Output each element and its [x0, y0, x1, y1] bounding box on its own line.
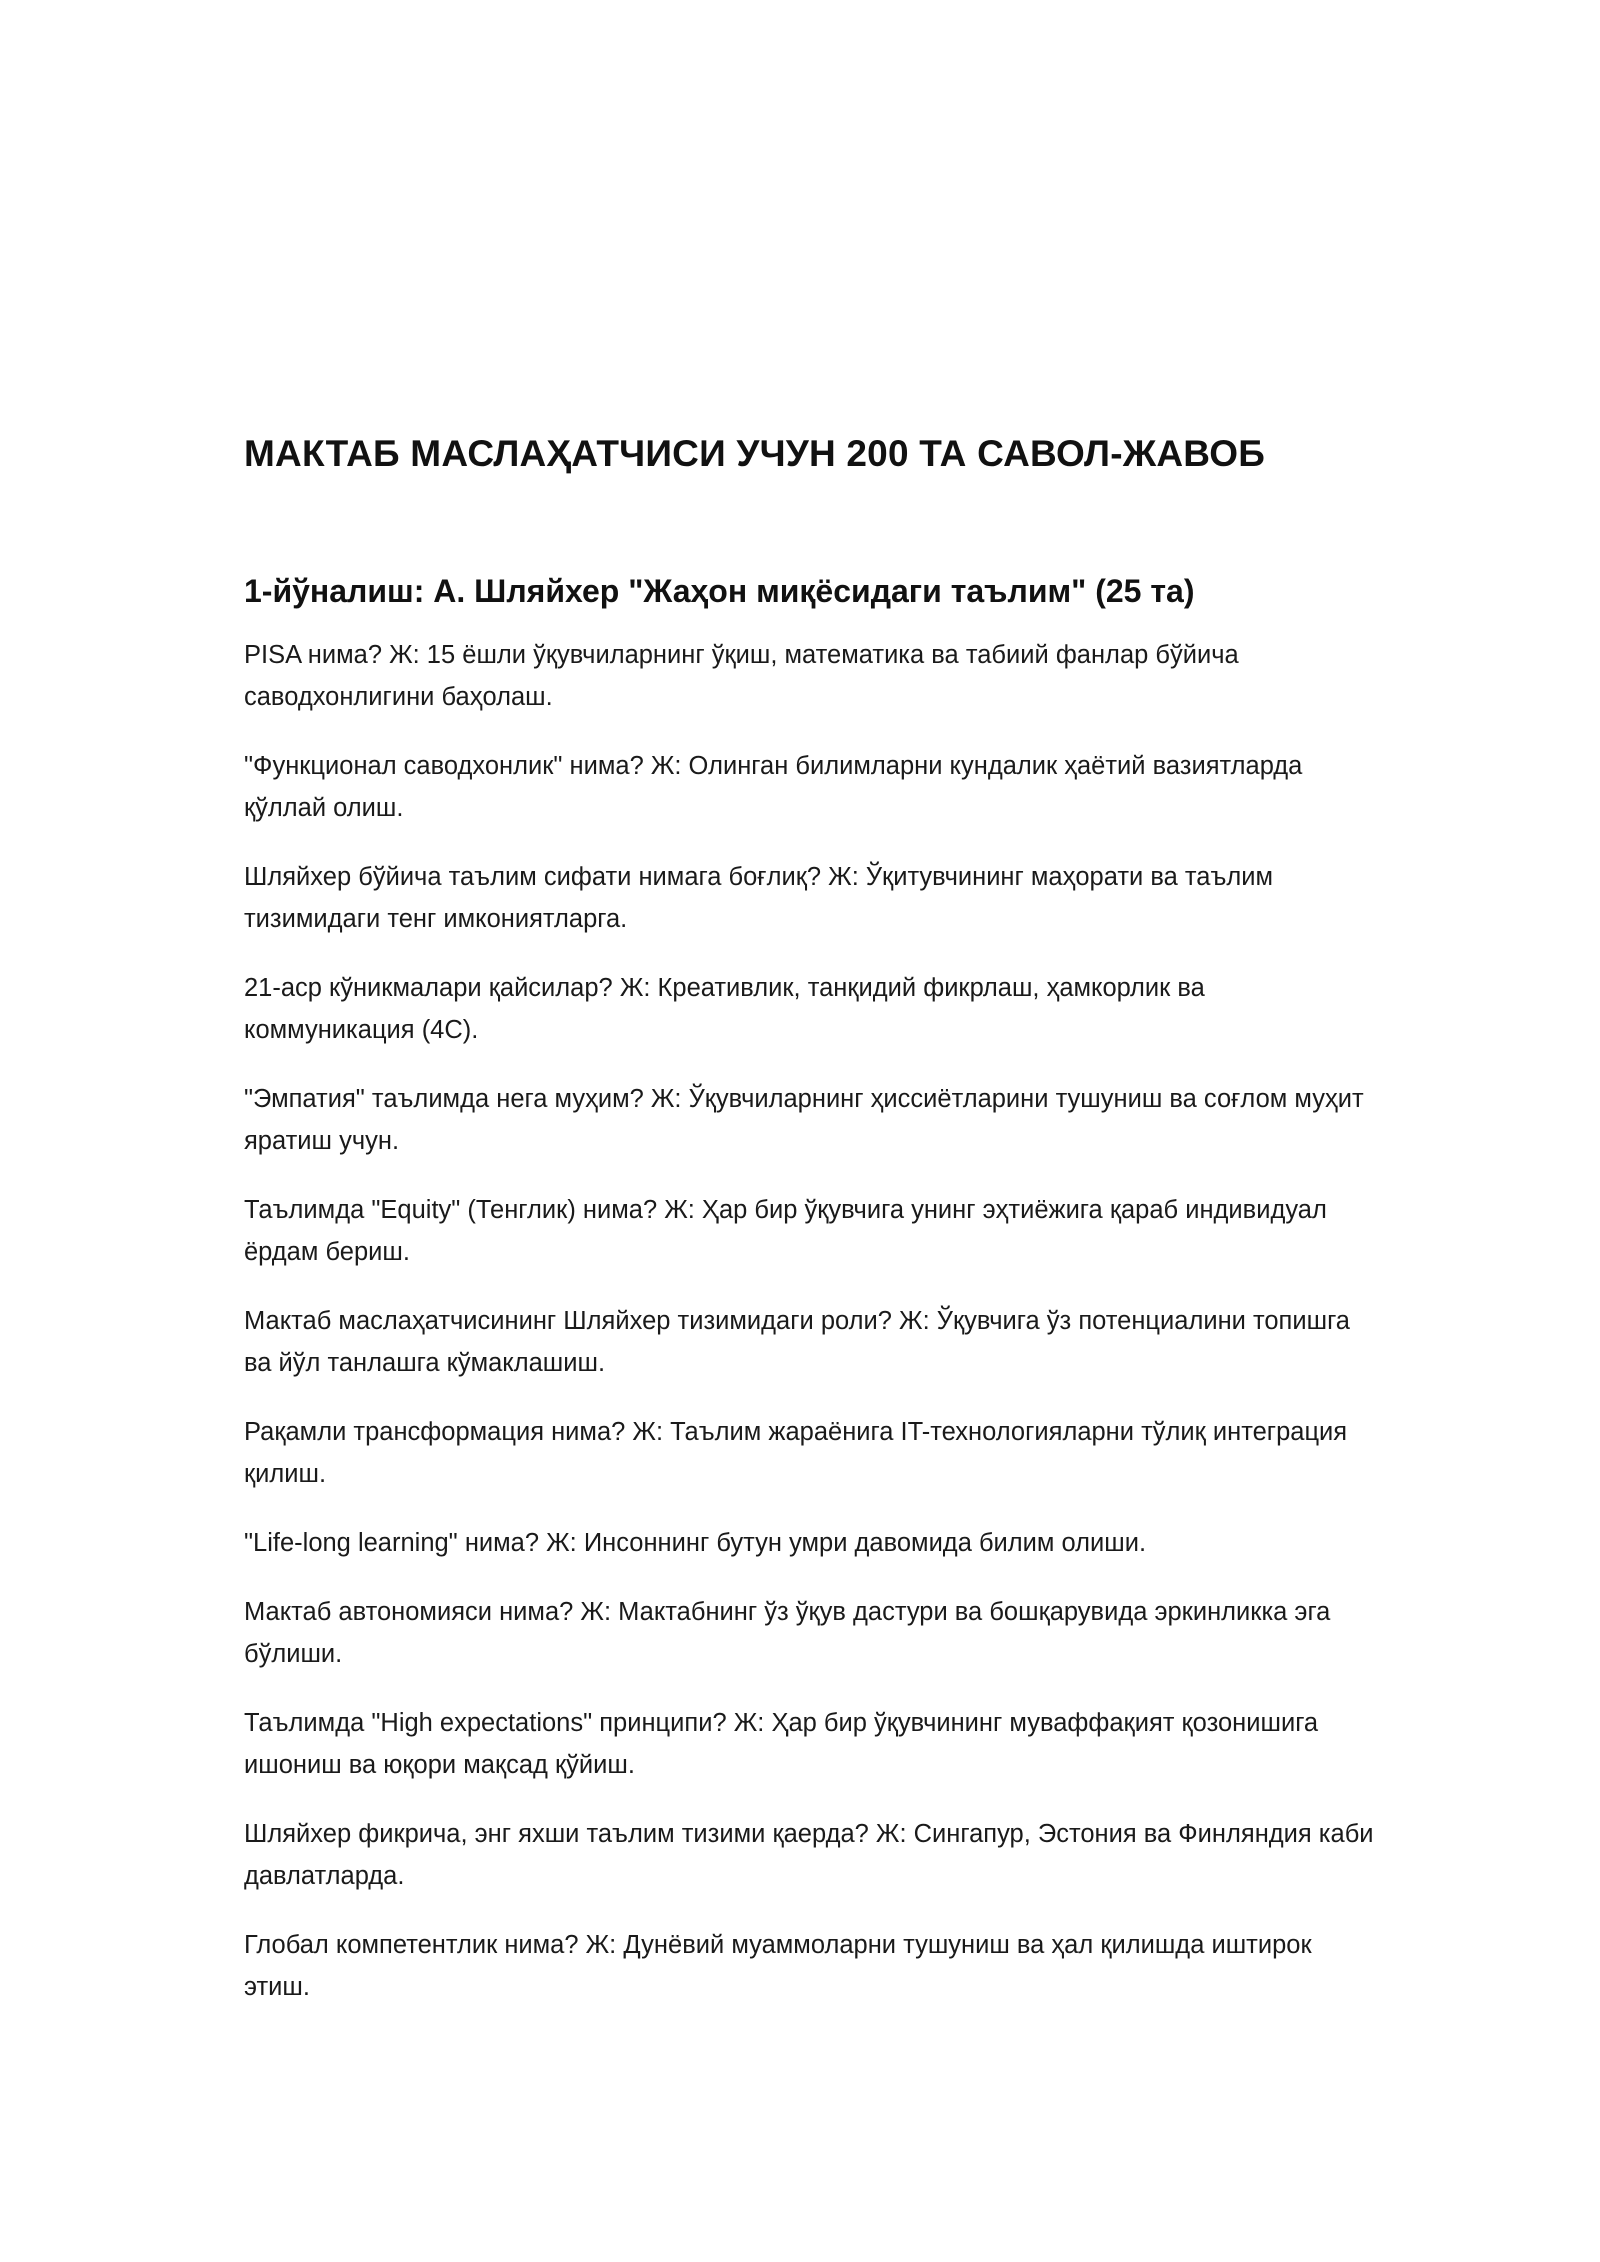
section-heading: 1-йўналиш: А. Шляйхер "Жаҳон миқёсидаги таълим" (25 та) [244, 573, 1195, 609]
qa-item: "Функционал саводхонлик" нима? Ж: Олинган билимларни кундалик ҳаётий вазиятларда қўллай олиш. [244, 752, 1303, 822]
qa-item: Шляйхер бўйича таълим сифати нимага боғлиқ? Ж: Ўқитувчининг маҳорати ва таълим тизимидаги тенг имкониятларга. [244, 863, 1274, 933]
qa-item: Таълимда "Equity" (Тенглик) нима? Ж: Ҳар бир ўқувчига унинг эҳтиёжига қараб индивидуал ёрдам бериш. [244, 1196, 1327, 1266]
qa-list [244, 634, 1374, 2008]
document-title: МАКТАБ МАСЛАҲАТЧИСИ УЧУН 200 ТА САВОЛ-ЖАВОБ [244, 433, 1266, 474]
qa-item: Таълимда "High expectations" принципи? Ж: Ҳар бир ўқувчининг муваффақият қозонишига ишониш ва юқори мақсад қўйиш. [244, 1709, 1319, 1779]
qa-item: 21-аср кўникмалари қайсилар? Ж: Креативлик, танқидий фикрлаш, ҳамкорлик ва коммуникация (4С). [244, 974, 1205, 1044]
qa-item: Шляйхер фикрича, энг яхши таълим тизими қаерда? Ж: Сингапур, Эстония ва Финляндия каби давлатларда. [244, 1820, 1374, 1890]
qa-item: "Life-long learning" нима? Ж: Инсоннинг бутун умри давомида билим олиши. [244, 1529, 1147, 1557]
document-content [244, 428, 1374, 2035]
qa-item: Мактаб маслаҳатчисининг Шляйхер тизимидаги роли? Ж: Ўқувчига ўз потенциалини топишга ва йўл танлашга кўмаклашиш. [244, 1307, 1350, 1377]
qa-item: "Эмпатия" таълимда нега муҳим? Ж: Ўқувчиларнинг ҳиссиётларини тушуниш ва соғлом муҳит яратиш учун. [244, 1085, 1364, 1155]
qa-item: PISA нима? Ж: 15 ёшли ўқувчиларнинг ўқиш, математика ва табиий фанлар бўйича саводхонлигини баҳолаш. [244, 641, 1239, 711]
qa-item: Глобал компетентлик нима? Ж: Дунёвий муаммоларни тушуниш ва ҳал қилишда иштирок этиш. [244, 1931, 1312, 2001]
qa-item: Рақамли трансформация нима? Ж: Таълим жараёнига IT-технологияларни тўлиқ интеграция қилиш. [244, 1418, 1348, 1488]
qa-item: Мактаб автономияси нима? Ж: Мактабнинг ўз ўқув дастури ва бошқарувида эркинликка эга бўлиши. [244, 1598, 1331, 1668]
